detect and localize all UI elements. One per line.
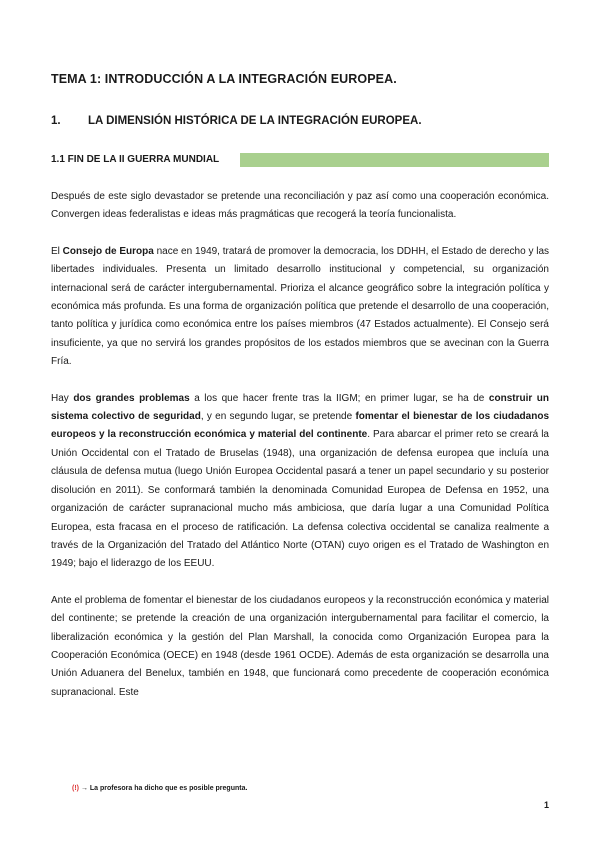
- text-run: nace en 1949, tratará de promover la democracia, los DDHH, el Estado de derecho y las libertades individuales. Presenta un limitado desarrollo institucional y competencial, su organización internacional será de carácter intergubernamental. Prioriza el alcance geográfico sobre la integración política y económica más profunda. Es una forma de organización política que pretende el desarrollo de una cooperación, tanto política y jurídica como económica entre los países miembros (47 Estados actualmente). El Consejo será insuficiente, ya que no servirá los grandes propósitos de los estados miembros que se avecinan con la Guerra Fría.: [51, 245, 550, 368]
- section-heading: [51, 115, 422, 127]
- section-title: LA DIMENSIÓN HISTÓRICA DE LA INTEGRACIÓN EUROPEA.: [88, 115, 422, 127]
- text-run: a los que hacer frente tras la IIGM; en primer lugar, se ha de: [189, 392, 489, 404]
- paragraph-3: [51, 390, 549, 574]
- paragraph-1: Después de este siglo devastador se pretende una reconciliación y paz así como una cooperación económica. Convergen ideas federalistas e ideas más pragmáticas que recogerá la teoría funcionalista.: [51, 191, 549, 221]
- subsection-heading: [51, 153, 549, 167]
- bold-run: Consejo de Europa: [62, 245, 154, 257]
- bold-run: fomentar el bienestar de los ciudadanos europeos y la reconstrucción económica y material del continente: [51, 411, 550, 441]
- footnote-text: → La profesora ha dicho que es posible pregunta.: [79, 785, 248, 792]
- paragraph-2: [51, 243, 549, 372]
- footnote: [72, 785, 247, 792]
- body-text: [51, 188, 549, 720]
- text-run: Hay: [51, 392, 74, 404]
- text-run: El: [51, 245, 63, 257]
- section-number: 1.: [51, 115, 61, 127]
- bold-run: construir un sistema colectivo de seguridad: [51, 392, 550, 423]
- bold-run: dos grandes problemas: [73, 392, 190, 404]
- subsection-highlight-bar: [240, 153, 549, 167]
- text-run: . Para abarcar el primer reto se creará la Unión Occidental con el Tratado de Bruselas (1948), una organización de defensa europea que incluía una cláusula de defensa mutua (luego Unión Europea Occidental pasará a tener un papel secundario y su posterior disolución en 2011). Se conformará también la denominada Comunidad Europea de Defensa en 1952, una organización de carácter supranacional mucho más ambiciosa, que daría lugar a una Comunidad Política Europea, esta fracasa en el proceso de ratificación. La defensa colectiva occidental se canaliza realmente a través de la Organización del Tratado del Atlántico Norte (OTAN) cuyo origen es el Tratado de Washington en 1949; bajo el liderazgo de los EEUU.: [51, 429, 549, 570]
- paragraph-4: Ante el problema de fomentar el bienestar de los ciudadanos europeos y la reconstrucción económica y material del continente; se pretende la creación de una organización intergubernamental para facilitar el comercio, la liberalización económica y la gestión del Plan Marshall, la conocida como Organización Europea para la Cooperación Económica (OECE) en 1948 (desde 1961 OCDE). Además de esta organización se desarrolla una Unión Aduanera del Benelux, también en 1948, que funcionará como precedente de cooperación económica supranacional. Este: [51, 594, 549, 698]
- page-number: 1: [544, 800, 550, 810]
- page-title: TEMA 1: INTRODUCCIÓN A LA INTEGRACIÓN EUROPEA.: [51, 72, 397, 86]
- subsection-title: 1.1 FIN DE LA II GUERRA MUNDIAL: [51, 154, 220, 165]
- text-run: , y en segundo lugar, se pretende: [200, 411, 356, 423]
- warning-mark: (!): [72, 785, 79, 792]
